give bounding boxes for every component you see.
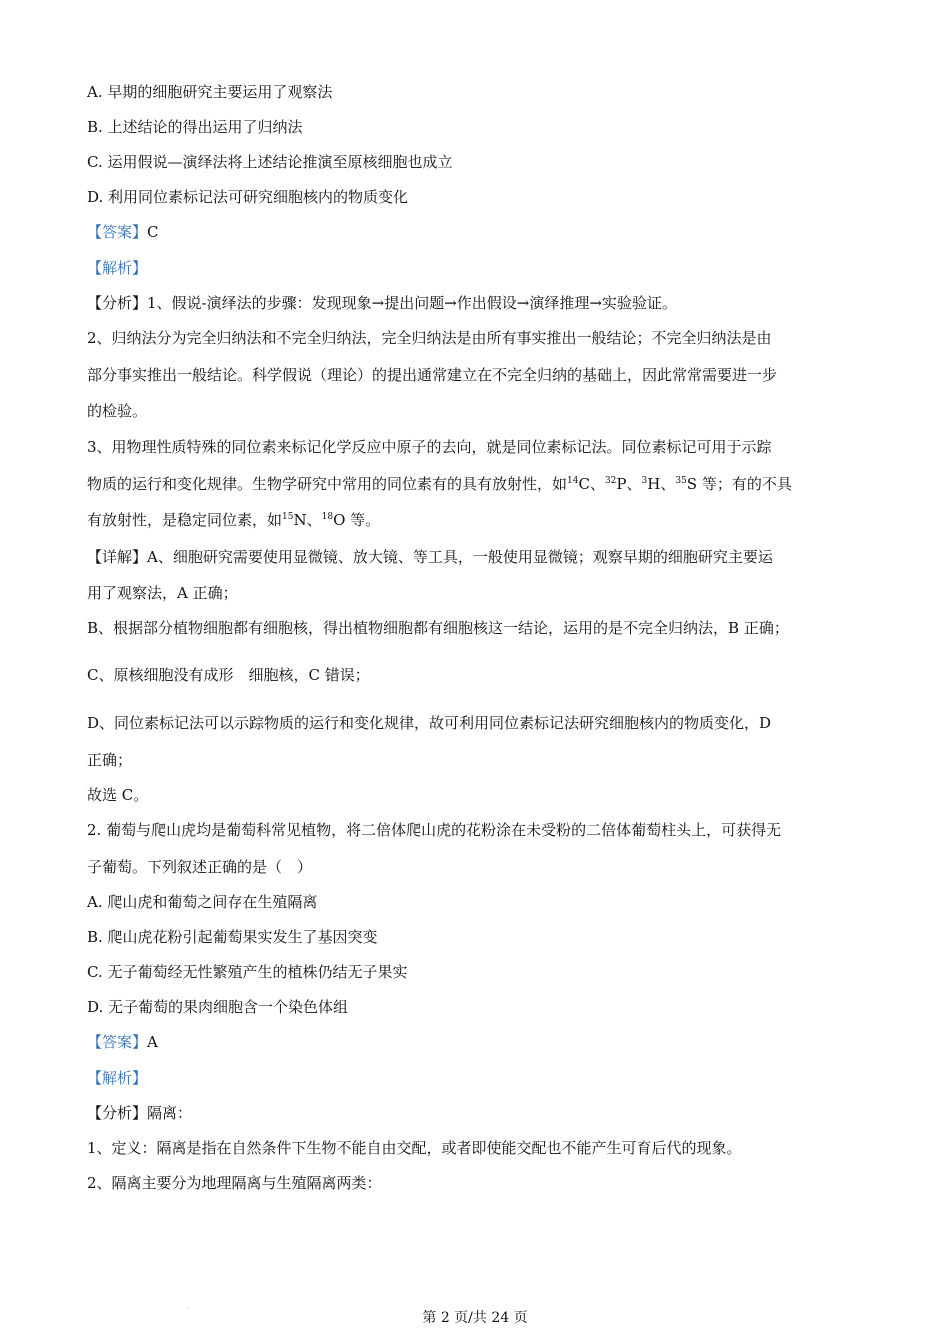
q2-fenxi-line: 2、隔离主要分为地理隔离与生殖隔离两类： <box>87 1174 382 1192</box>
q2-option-a: A. 爬山虎和葡萄之间存在生殖隔离 <box>87 893 318 911</box>
mass-number: 18 <box>321 512 334 522</box>
q1-xiangjie-line: 正确； <box>87 751 133 769</box>
fenxi-text: 1、假说-演绎法的步骤：发现现象→提出问题→作出假设→演绎推理→实验验证。 <box>147 294 677 312</box>
q1-option-b: B. 上述结论的得出运用了归纳法 <box>87 118 303 136</box>
element-symbol: O 等。 <box>333 511 381 529</box>
mass-number: 35 <box>675 476 687 486</box>
isotope-text: 有放射性，是稳定同位素，如 <box>87 511 283 529</box>
fenxi-text: 隔离： <box>147 1104 193 1122</box>
element-symbol: P、 <box>616 475 642 493</box>
q1-answer <box>87 222 159 242</box>
mass-number: 3 <box>641 476 648 486</box>
q1-xiangjie-line: 用了观察法，A 正确； <box>87 584 238 602</box>
q1-xiangjie-line: C、原核细胞没有成形 细胞核，C 错误； <box>87 666 370 684</box>
element-symbol: N、 <box>293 511 322 529</box>
q1-fenxi-line: 部分事实推出一般结论。科学假说（理论）的提出通常建立在不完全归纳的基础上，因此常常需要进一步 <box>87 366 778 384</box>
q1-xiangjie-line <box>87 547 773 567</box>
q2-fenxi-line <box>87 1103 192 1123</box>
q2-option-b: B. 爬山虎花粉引起葡萄果实发生了基因突变 <box>87 928 378 946</box>
q2-stem: 子葡萄。下列叙述正确的是（ ） <box>87 858 313 876</box>
element-symbol: S 等；有的不具 <box>686 475 792 493</box>
answer-tag: 【答案】 <box>87 1033 148 1051</box>
q1-option-a: A. 早期的细胞研究主要运用了观察法 <box>87 83 333 101</box>
q1-option-c: C. 运用假说—演绎法将上述结论推演至原核细胞也成立 <box>87 153 453 171</box>
answer-tag: 【答案】 <box>87 223 148 241</box>
q1-isotope-line <box>87 474 792 494</box>
mass-number: 15 <box>282 512 294 522</box>
q1-conclusion: 故选 C。 <box>87 786 149 804</box>
q1-fenxi-line <box>87 293 677 313</box>
page-footer: 第 2 页/共 24 页 <box>422 1310 528 1326</box>
q1-option-d: D. 利用同位素标记法可研究细胞核内的物质变化 <box>87 188 409 206</box>
q2-fenxi-line: 1、定义：隔离是指在自然条件下生物不能自由交配，或者即使能交配也不能产生可育后代的现象。 <box>87 1139 742 1157</box>
q1-xiangjie-line: D、同位素标记法可以示踪物质的运行和变化规律，故可利用同位素标记法研究细胞核内的物质变化，D <box>87 714 772 732</box>
isotope-text: 物质的运行和变化规律。生物学研究中常用的同位素有的具有放射性，如 <box>87 475 568 493</box>
q1-fenxi-line: 的检验。 <box>87 402 148 420</box>
q2-answer <box>87 1032 158 1052</box>
fenxi-tag: 【分析】 <box>87 294 148 312</box>
xiangjie-tag: 【详解】 <box>87 548 148 566</box>
q2-option-d: D. 无子葡萄的果肉细胞含一个染色体组 <box>87 998 349 1016</box>
mass-number: 14 <box>567 476 579 486</box>
q2-option-c: C. 无子葡萄经无性繁殖产生的植株仍结无子果实 <box>87 963 408 981</box>
q1-fenxi-line: 3、用物理性质特殊的同位素来标记化学反应中原子的去向，就是同位素标记法。同位素标记可用于示踪 <box>87 438 772 456</box>
q1-jiexi-tag: 【解析】 <box>87 259 148 277</box>
fenxi-tag: 【分析】 <box>87 1104 148 1122</box>
q1-isotope-line <box>87 510 380 530</box>
q2-jiexi-tag: 【解析】 <box>87 1069 148 1087</box>
page-mark: · <box>187 1305 189 1312</box>
q1-xiangjie-line: B、根据部分植物细胞都有细胞核，得出植物细胞都有细胞核这一结论，运用的是不完全归纳法，B 正确； <box>87 619 789 637</box>
mass-number: 32 <box>604 476 617 486</box>
answer-value: C <box>147 223 159 241</box>
element-symbol: H、 <box>647 475 676 493</box>
element-symbol: C、 <box>578 475 605 493</box>
q2-stem: 2. 葡萄与爬山虎均是葡萄科常见植物，将二倍体爬山虎的花粉涂在未受粉的二倍体葡萄柱头上，可获得无 <box>87 821 782 839</box>
answer-value: A <box>147 1033 158 1051</box>
xiangjie-text: A、细胞研究需要使用显微镜、放大镜、等工具，一般使用显微镜；观察早期的细胞研究主要运 <box>147 548 773 566</box>
q1-fenxi-line: 2、归纳法分为完全归纳法和不完全归纳法，完全归纳法是由所有事实推出一般结论；不完全归纳法是由 <box>87 329 772 347</box>
